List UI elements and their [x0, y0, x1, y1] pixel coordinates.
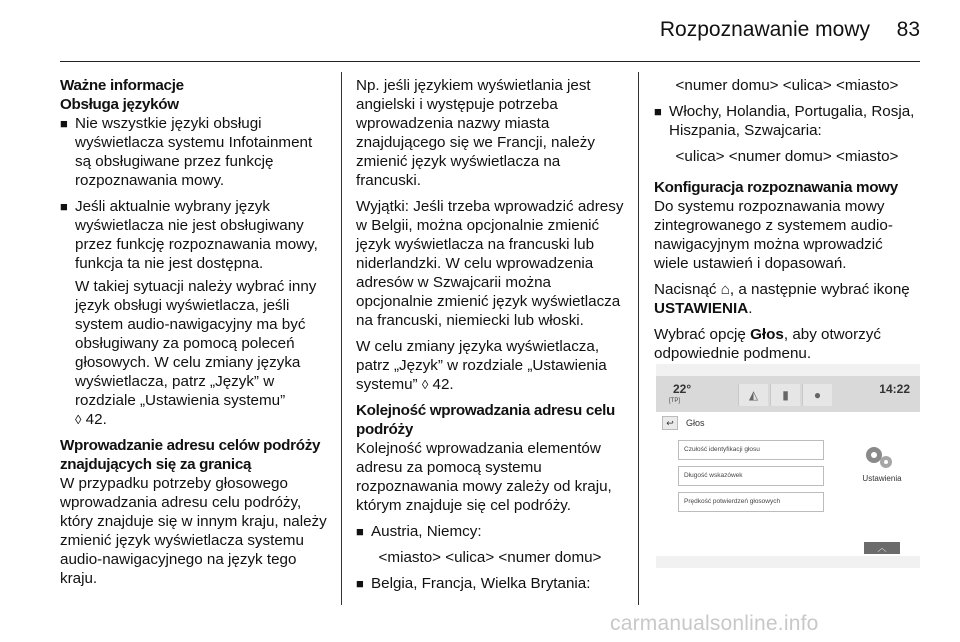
page-ref-arrow-icon: ◊ [421, 377, 429, 392]
section-heading: Wprowadzanie adresu celów podróży znajdujących się za granicą [60, 437, 321, 473]
menu-item[interactable]: Czułość identyfikacji głosu [678, 440, 824, 460]
voice-option-ref: Głos [750, 326, 784, 343]
bullet-square-icon: ■ [60, 199, 68, 214]
menu-item[interactable]: Długość wskazówek [678, 466, 824, 486]
bullet-square-icon: ■ [356, 576, 364, 591]
paragraph: W przypadku potrzeby głosowego wprowadzania adresu celu podróży, który znajduje się w innym kraju, należy zmienić język wyświetlacza systemu audio-nawigacyjnego na język tego kraju. [60, 475, 327, 587]
watermark: carmanualsonline.info [610, 612, 819, 635]
section-heading: Konfiguracja rozpoznawania mowy [654, 179, 898, 196]
chevron-up-icon[interactable]: ︿ [864, 542, 900, 554]
section-heading: Kolejność wprowadzania adresu celu podróży [356, 402, 616, 438]
bullet-item: ■ Belgia, Francja, Wielka Brytania: [356, 575, 591, 592]
bullet-square-icon: ■ [654, 104, 662, 119]
temperature: 22° [673, 382, 692, 396]
page-reference[interactable]: 42. [85, 411, 107, 428]
paragraph: Do systemu rozpoznawania mowy zintegrowanego z systemem audio-nawigacyjnym można wprowadzić wiele ustawień i dopasowań. [654, 198, 893, 272]
home-icon: ⌂ [720, 281, 730, 298]
paragraph: W celu zmiany języka wyświetlacza, patrz „Język” w rozdziale „Ustawienia systemu” ◊ 42. [356, 338, 607, 393]
menu-title: Głos [686, 418, 705, 428]
clock: 14:22 [879, 382, 910, 396]
tp-indicator: [TP] [669, 398, 681, 404]
paragraph: Wyjątki: Jeśli trzeba wprowadzić adresy w Belgii, można opcjonalnie zmienić język wyświetlacza na francuski lub niderlandzki. W celu wprowadzenia adresów w Szwajcarii można opcjonalnie zmienić język wyświetlacza na francuski, niemiecki lub włoski. [356, 198, 624, 329]
gear-icon[interactable] [862, 442, 896, 472]
page-number: 83 [896, 18, 920, 41]
bullet-item: ■ Włochy, Holandia, Portugalia, Rosja, Hiszpania, Szwajcaria: [654, 103, 915, 139]
navigation-icon[interactable]: ◭ [738, 384, 768, 406]
back-arrow-icon[interactable]: ↩ [662, 416, 678, 430]
paragraph: Kolejność wprowadzania elementów adresu za pomocą systemu rozpoznawania mowy zależy od kraju, którym znajduje się cel podróży. [356, 440, 612, 514]
bullet-item: ■ Jeśli aktualnie wybrany język wyświetlacza nie jest obsługiwany przez funkcję rozpoznawania mowy, funkcja ta nie jest dostępna. [60, 198, 318, 272]
bullet-continuation: W takiej sytuacji należy wybrać inny język obsługi wyświetlacza, jeśli system audio-nawigacyjny ma być obsługiwany za pomocą poleceń głosowych. W celu zmiany języka wyświetlacza, patrz „Język” w rozdziale „Ustawienia systemu” ◊ 42. [75, 278, 317, 428]
column-1 [60, 76, 327, 595]
phone-icon[interactable]: ▮ [770, 384, 800, 406]
bullet-square-icon: ■ [356, 524, 364, 539]
paragraph: Wybrać opcję Głos, aby otworzyć odpowiednie podmenu. [654, 326, 881, 362]
bullet-item: ■ Nie wszystkie języki obsługi wyświetlacza systemu Infotainment są obsługiwane przez funkcję rozpoznawania mowy. [60, 115, 313, 189]
column-3 [654, 76, 920, 370]
column-divider [341, 72, 342, 605]
column-divider [638, 72, 639, 605]
paragraph: Np. jeśli językiem wyświetlania jest angielski i występuje potrzeba wprowadzenia nazwy miasta znajdującego się we Francji, należy zmienić język wyświetlacza na francuski. [356, 77, 595, 189]
bullet-item: ■ Austria, Niemcy: [356, 523, 482, 540]
settings-label-ref: USTAWIENIA [654, 300, 749, 317]
menu-title-row [656, 414, 920, 434]
page-title: Rozpoznawanie mowy [659, 18, 870, 41]
header-divider [60, 61, 920, 62]
paragraph: Nacisnąć ⌂, a następnie wybrać ikonę USTAWIENIA. [654, 281, 910, 317]
address-order: <miasto> <ulica> <numer domu> [378, 549, 602, 566]
bullet-square-icon: ■ [60, 116, 68, 131]
section-heading: Ważne informacje [60, 77, 184, 94]
section-subheading: Obsługa języków [60, 96, 179, 113]
page-reference[interactable]: 42. [432, 376, 454, 393]
circle-icon[interactable]: ● [802, 384, 832, 406]
infotainment-screenshot [656, 364, 920, 568]
page-ref-arrow-icon: ◊ [75, 412, 82, 427]
column-2 [356, 76, 624, 600]
page-header [0, 0, 960, 62]
settings-label[interactable]: Ustawienia [862, 474, 902, 483]
screen [656, 376, 920, 556]
menu-item[interactable]: Prędkość potwierdzeń głosowych [678, 492, 824, 512]
address-order: <numer domu> <ulica> <miasto> [675, 77, 899, 94]
address-order: <ulica> <numer domu> <miasto> [675, 148, 899, 165]
status-bar [656, 376, 920, 412]
